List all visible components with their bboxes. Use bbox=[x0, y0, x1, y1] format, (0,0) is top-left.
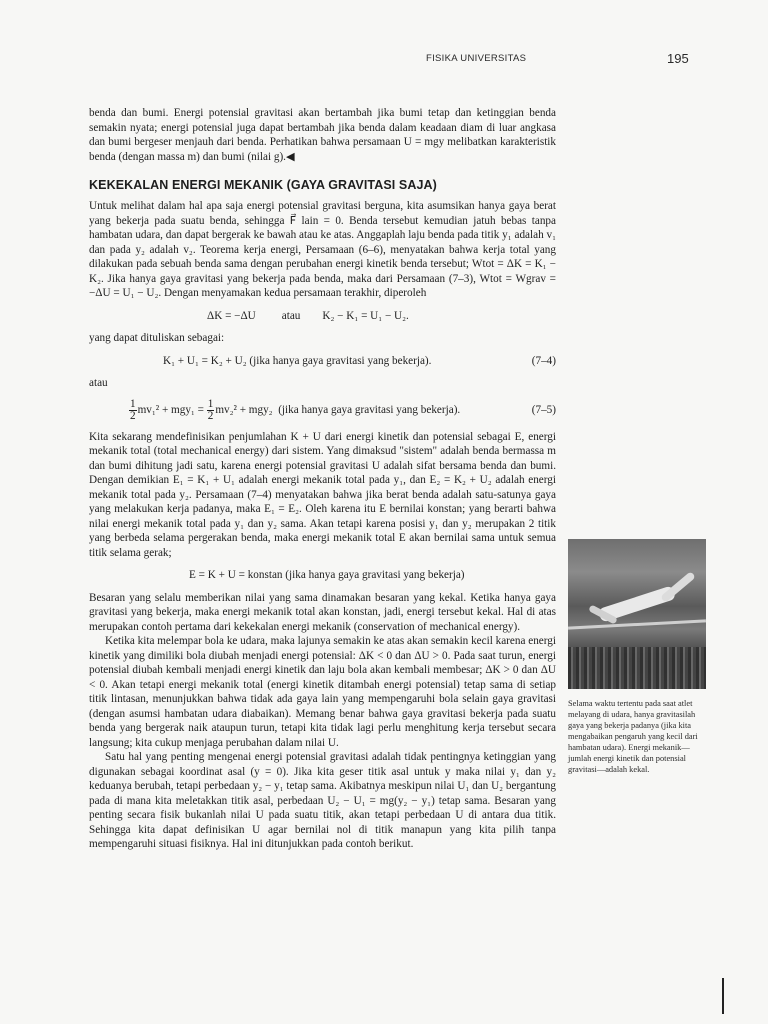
equation-7-4-number: (7–4) bbox=[531, 354, 556, 367]
paragraph-5: Ketika kita melempar bola ke udara, maka lajunya semakin ke atas akan semakin kecil karena energi kinetik yang dimiliki bola diubah menjadi energi potensial: ΔK < 0 dan ΔU > 0. Pada saat turun, energi potensial diubah kembali menjadi energi kinetik dan laju bola akan kembali membesar; ΔK > 0 dan ΔU < 0. Akan tetapi energi mekanik total (energi kinetik ditambah energi potensial) tetap sama di setiap titik lintasan, menunjukkan bahwa tidak ada gaya lain yang mempengaruhi bola selain gaya gravitasi (dengan asumsi hambatan udara diabaikan). Memang benar bahwa gaya gravitasi bekerja pada suatu benda yang bergerak naik ataupun turun, tetapi kita tidak lagi perlu menghitung kerja tersebut secara langsung; kita cukup menjaga perubahan dalam nilai U. bbox=[89, 635, 556, 749]
equation-delta-k bbox=[207, 309, 556, 324]
fraction-half-2: $\frac{1}{2}$ bbox=[207, 397, 214, 422]
equation-energy-constant bbox=[189, 568, 556, 583]
equation-delta-k-left: ΔK = −ΔU bbox=[207, 309, 256, 322]
fraction-half-1: $\frac{1}{2}$ bbox=[130, 397, 136, 422]
paragraph-6: Satu hal yang penting mengenai energi potensial gravitasi adalah tidak pentingnya ketinggian yang digunakan sebagai koordinat asal (y = 0). Jika kita geser titik asal untuk y maka nilai y₁ dan y₂ keduanya berubah, tetapi perbedaan y₂ − y₁ tetap sama. Akibatnya meskipun nilai U₁ dan U₂ bergantung pada di mana kita meletakkan titik asal, perbedaan U₂ − U₁ = mg(y₂ − y₁) tetap sama. Besaran yang penting secara fisik bukanlah nilai U pada suatu titik, akan tetapi perbedaan U di antara dua titik. Sehingga kita dapat definisikan U agar bernilai nol di titik manapun yang kita pilih tanpa mempengaruhi situasi fisiknya. Hal ini ditunjukkan pada contoh berikut. bbox=[89, 751, 556, 850]
figure-caption: Selama waktu tertentu pada saat atlet melayang di udara, hanya gravitasilah gaya yang bekerja padanya (jika kita mengabaikan pengaruh yang kecil dari hambatan udara). Energi mekanik—jumlah energi kinetik dan potensial gravitasi—adalah kekal. bbox=[568, 699, 698, 774]
running-title: FISIKA UNIVERSITAS bbox=[426, 53, 527, 64]
equation-7-5-number: (7–5) bbox=[531, 403, 556, 416]
equation-7-5 bbox=[129, 399, 556, 422]
equation-energy-constant-body: E = K + U = konstan (jika hanya gaya gravitasi yang bekerja) bbox=[189, 569, 465, 581]
section-heading: KEKEKALAN ENERGI MEKANIK (GAYA GRAVITASI SAJA) bbox=[89, 178, 437, 192]
equation-7-5-body bbox=[129, 399, 506, 422]
photo-bar bbox=[568, 619, 706, 629]
main-text-column bbox=[89, 106, 556, 852]
equation-delta-k-or: atau bbox=[281, 309, 301, 322]
paragraph-intro: benda dan bumi. Energi potensial gravitasi akan bertambah jika bumi tetap dan ketinggian benda semakin nyata; energi potensial juga dapat bertambah jika benda dalam keadaan diam di luar angkasa dan bumi bergeser menjauh dari benda. Perhatikan bahwa persamaan U = mgy melibatkan karakteristik benda (dengan massa m) dan bumi (nilai g).◀ bbox=[89, 107, 556, 163]
equation-7-4-body: K₁ + U₁ = K₂ + U₂ (jika hanya gaya gravitasi yang bekerja). bbox=[163, 354, 432, 367]
equation-7-4 bbox=[163, 354, 556, 369]
word-atau: atau bbox=[89, 377, 108, 389]
athlete-photo bbox=[568, 539, 706, 689]
page-number: 195 bbox=[667, 51, 689, 66]
paragraph-4: Besaran yang selalu memberikan nilai yang sama dinamakan besaran yang kekal. Ketika hanya gaya gravitasi yang bekerja, maka energi mekanik total akan konstan, jadi, energi tersebut kekal. Hal di atas merupakan contoh pertama dari kekekalan energi mekanik (conservation of mechanical energy). bbox=[89, 591, 556, 633]
equation-delta-k-right: K₂ − K₁ = U₁ − U₂. bbox=[322, 309, 409, 322]
paragraph-2: yang dapat dituliskan sebagai: bbox=[89, 332, 225, 344]
page-edge-mark bbox=[722, 978, 724, 1014]
paragraph-3: Kita sekarang mendefinisikan penjumlahan K + U dari energi kinetik dan potensial sebagai E, energi mekanik total (total mechanical energy) dari sistem. Yang dimaksud "sistem" adalah benda bermassa m dan bumi dihitung jadi satu, karena energi potensial gravitasi U adalah sifat bersama benda dan bumi. Dengan demikian E₁ = K₁ + U₁ adalah energi mekanik total pada y₁, dan E₂ = K₂ + U₂ adalah energi mekanik total pada y₂. Persamaan (7–4) menyatakan bahwa jika berat benda adalah satu-satunya gaya yang melakukan kerja padanya, maka E₁ = E₂. Oleh karena itu E bernilai konstan; yang berarti bahwa nilai energi mekanik total pada y₁ dan y₂ sama. Akan tetapi karena posisi y₁ dan y₂ merupakan 2 titik yang berbeda selama pergerakan benda, maka energi mekanik total E akan bernilai sama untuk semua titik selama gerak; bbox=[89, 430, 556, 559]
equation-7-5-condition: (jika hanya gaya gravitasi yang bekerja). bbox=[278, 403, 461, 416]
paragraph-1: Untuk melihat dalam hal apa saja energi potensial gravitasi berguna, kita asumsikan hanya gaya berat yang bekerja pada suatu benda, sehingga F⃗ lain = 0. Benda tersebut kemudian jatuh bebas tanpa hambatan udara, dan dapat bergerak ke bawah atau ke atas. Anggaplah laju benda pada titik y₁ adalah v₁ dan pada y₂ adalah v₂. Teorema kerja energi, Persamaan (6–6), menyatakan bahwa kerja total yang dilakukan pada sebuah benda sama dengan perubahan energi kinetik benda tersebut; Wtot = ΔK = K₁ − K₂. Jika hanya gaya gravitasi yang bekerja pada benda, maka dari Persamaan (7–3), Wtot = Wgrav = −ΔU = U₁ − U₂. Dengan menyamakan kedua persamaan terakhir, diperoleh bbox=[89, 200, 556, 299]
equation-7-5-right: mv₂² + mgy₂ bbox=[215, 403, 273, 416]
photo-crowd bbox=[568, 647, 706, 689]
equation-7-5-left: mv₁² + mgy₁ = bbox=[137, 403, 204, 416]
